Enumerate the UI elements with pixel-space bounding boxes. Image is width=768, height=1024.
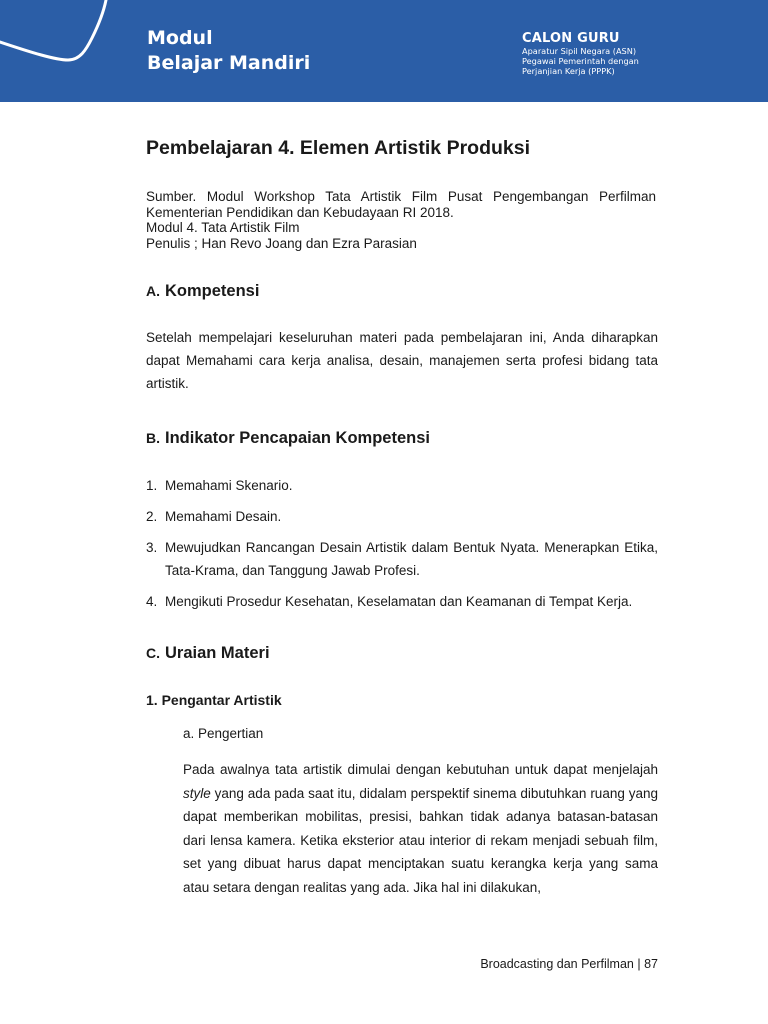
list-item-number: 2. [146, 509, 158, 524]
section-letter: A. [146, 283, 160, 299]
footer-separator: | [637, 957, 641, 971]
page-title: Pembelajaran 4. Elemen Artistik Produksi [146, 137, 531, 159]
section-a-paragraph: Setelah mempelajari keseluruhan materi pada pembelajaran ini, Anda diharapkan dapat Memahami cara kerja analisa, desain, manajemen serta profesi bidang tata artistik. [146, 330, 658, 391]
partner-line-1: Aparatur Sipil Negara (ASN) [522, 46, 637, 56]
subsection-item-a: a. Pengertian [183, 726, 264, 741]
list-item-number: 4. [146, 594, 158, 609]
list-item [146, 474, 658, 497]
partner-line-3: Perjanjian Kerja (PPPK) [522, 66, 615, 76]
partner-line-2: Pegawai Pemerintah dengan [522, 56, 639, 66]
source-line-4: Penulis ; Han Revo Joang dan Ezra Parasian [146, 235, 417, 251]
page-footer [480, 957, 658, 971]
section-letter: B. [146, 430, 160, 446]
section-title: Indikator Pencapaian Kompetensi [165, 429, 430, 447]
header-banner [0, 0, 768, 102]
paragraph-text-rest: yang ada pada saat itu, didalam perspektif sinema dibutuhkan ruang yang dapat memberikan mobilitas, presisi, bahkan tidak adanya batasan-batasan dari lensa kamera. Ketika eksterior atau interior di rekam menjadi sebuah film, set yang dibuat harus dapat menciptakan suatu kerangka kerja yang sama atau setara dengan realitas yang ada. Jika hal ini dilakukan, [183, 785, 658, 895]
section-heading-b [146, 429, 430, 448]
list-item-text: Memahami Desain. [165, 509, 282, 524]
list-item-number: 3. [146, 540, 158, 555]
partner-title: CALON GURU [522, 31, 620, 46]
list-item [146, 590, 658, 613]
paragraph-italic-term: style [183, 785, 211, 801]
source-line-3: Modul 4. Tata Artistik Film [146, 220, 300, 235]
footer-text: Broadcasting dan Perfilman [480, 957, 634, 971]
section-title: Kompetensi [165, 282, 260, 300]
list-item [146, 505, 658, 528]
section-heading-a [146, 282, 259, 301]
brand-title [147, 26, 310, 76]
list-item [146, 536, 658, 582]
source-line-2: Kementerian Pendidikan dan Kebudayaan RI 2018. [146, 204, 454, 220]
section-title: Uraian Materi [165, 644, 270, 662]
brand-line-1: Modul [147, 27, 213, 49]
list-item-number: 1. [146, 478, 158, 493]
section-heading-c [146, 644, 270, 663]
body-paragraph [183, 758, 658, 899]
list-item-text: Mengikuti Prosedur Kesehatan, Keselamatan dan Keamanan di Tempat Kerja. [165, 594, 633, 609]
paragraph-text-start: Pada awalnya tata artistik dimulai dengan kebutuhan untuk dapat menjelajah [183, 762, 658, 777]
partner-block [522, 31, 639, 76]
brand-line-2: Belajar Mandiri [147, 52, 311, 74]
wave-line-decoration [0, 0, 140, 102]
list-item-text: Mewujudkan Rancangan Desain Artistik dalam Bentuk Nyata. Menerapkan Etika, Tata-Krama, dan Tanggung Jawab Profesi. [165, 540, 658, 578]
page-number: 87 [644, 957, 658, 971]
source-block [146, 189, 656, 251]
list-item-text: Memahami Skenario. [165, 478, 293, 493]
source-line-1: Sumber. Modul Workshop Tata Artistik Film Pusat Pengembangan Perfilman [146, 189, 656, 204]
subsection-title: 1. Pengantar Artistik [146, 692, 282, 708]
indicator-list [146, 474, 658, 613]
section-letter: C. [146, 645, 160, 661]
